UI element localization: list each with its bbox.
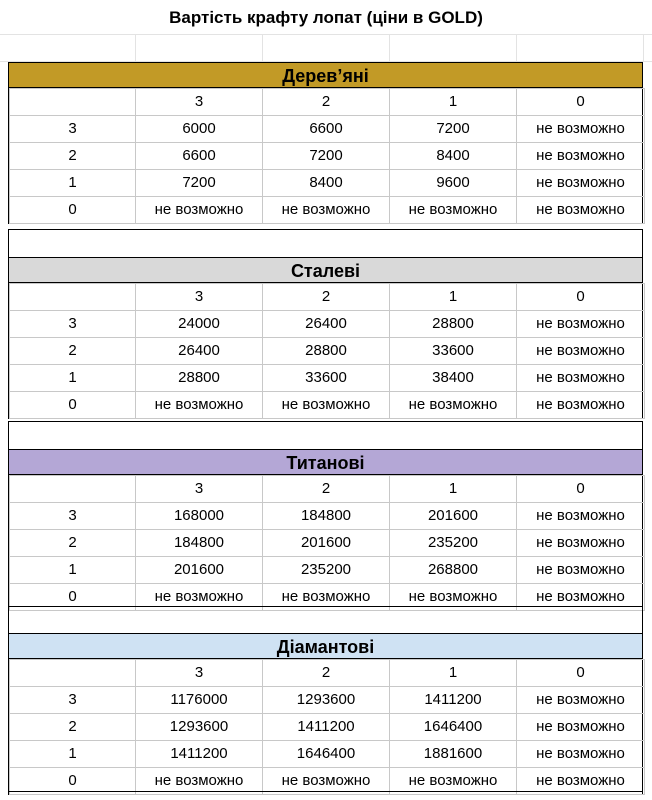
table-cell[interactable]: 1646400	[263, 741, 390, 768]
table-cell[interactable]: 1293600	[263, 687, 390, 714]
table-cell[interactable]: не возможно	[390, 392, 517, 419]
header-cell[interactable]: 0	[517, 89, 645, 116]
table-row	[10, 557, 645, 584]
price-table	[9, 475, 645, 611]
section-gap	[8, 606, 643, 634]
header-cell[interactable]: 1	[390, 89, 517, 116]
table-cell[interactable]: 1293600	[136, 714, 263, 741]
table-cell[interactable]: 6000	[136, 116, 263, 143]
table-cell[interactable]: не возможно	[517, 311, 645, 338]
table-cell[interactable]: не возможно	[517, 197, 645, 224]
table-cell[interactable]: не возможно	[136, 197, 263, 224]
table-row	[10, 311, 645, 338]
table-cell[interactable]: 1881600	[390, 741, 517, 768]
section-header: Титанові	[8, 449, 643, 475]
table-cell[interactable]: 26400	[136, 338, 263, 365]
table-row	[10, 365, 645, 392]
header-cell[interactable]: 1	[390, 284, 517, 311]
table-cell[interactable]: 0	[10, 768, 136, 795]
table-cell[interactable]: 0	[10, 584, 136, 611]
table-row	[10, 392, 645, 419]
table-cell[interactable]: 1	[10, 170, 136, 197]
table-row	[10, 503, 645, 530]
section-steel	[8, 257, 643, 419]
table-cell[interactable]: не возможно	[263, 197, 390, 224]
table-cell[interactable]: 2	[10, 338, 136, 365]
header-cell[interactable]	[10, 660, 136, 687]
table-cell[interactable]: не возможно	[517, 687, 645, 714]
table-cell[interactable]: 6600	[136, 143, 263, 170]
table-cell[interactable]: 38400	[390, 365, 517, 392]
section-diamond	[8, 633, 643, 795]
header-row	[10, 660, 645, 687]
table-row	[10, 687, 645, 714]
header-cell[interactable]: 1	[390, 476, 517, 503]
table-cell[interactable]: 268800	[390, 557, 517, 584]
header-cell[interactable]	[10, 284, 136, 311]
header-cell[interactable]: 0	[517, 284, 645, 311]
table-cell[interactable]: 3	[10, 687, 136, 714]
table-cell[interactable]: не возможно	[517, 116, 645, 143]
table-cell[interactable]: не возможно	[136, 392, 263, 419]
header-cell[interactable]: 3	[136, 89, 263, 116]
table-row	[10, 741, 645, 768]
table-cell[interactable]: 33600	[390, 338, 517, 365]
table-cell[interactable]: 0	[10, 392, 136, 419]
table-cell[interactable]: не возможно	[263, 768, 390, 795]
table-cell[interactable]: не возможно	[517, 584, 645, 611]
table-row	[10, 116, 645, 143]
table-cell[interactable]: не возможно	[517, 557, 645, 584]
table-cell[interactable]: не возможно	[517, 338, 645, 365]
section-gap	[8, 421, 643, 449]
section-header: Сталеві	[8, 257, 643, 283]
header-cell[interactable]: 0	[517, 476, 645, 503]
header-cell[interactable]: 1	[390, 660, 517, 687]
price-table	[9, 659, 645, 795]
table-cell[interactable]: не возможно	[517, 741, 645, 768]
table-cell[interactable]: 3	[10, 116, 136, 143]
table-cell[interactable]: 3	[10, 503, 136, 530]
table-cell[interactable]: не возможно	[517, 143, 645, 170]
table-cell[interactable]: не возможно	[517, 170, 645, 197]
table-cell[interactable]: 1	[10, 365, 136, 392]
table-cell[interactable]: 1	[10, 557, 136, 584]
table-cell[interactable]: 3	[10, 311, 136, 338]
table-cell[interactable]: 201600	[390, 503, 517, 530]
table-row	[10, 338, 645, 365]
table-cell[interactable]: 1646400	[390, 714, 517, 741]
table-cell[interactable]: 2	[10, 714, 136, 741]
table-cell[interactable]: 201600	[263, 530, 390, 557]
table-cell[interactable]: 2	[10, 143, 136, 170]
header-cell[interactable]	[10, 89, 136, 116]
header-row	[10, 476, 645, 503]
header-cell[interactable]: 2	[263, 284, 390, 311]
table-cell[interactable]: не возможно	[390, 768, 517, 795]
header-cell[interactable]: 2	[263, 660, 390, 687]
table-cell[interactable]: 1411200	[390, 687, 517, 714]
section-titanium	[8, 449, 643, 611]
table-cell[interactable]: не возможно	[136, 768, 263, 795]
table-cell[interactable]: не возможно	[517, 365, 645, 392]
table-bottom-border	[8, 791, 643, 792]
table-cell[interactable]: 184800	[136, 530, 263, 557]
table-cell[interactable]: не возможно	[517, 392, 645, 419]
table-row	[10, 197, 645, 224]
table-cell[interactable]: 184800	[263, 503, 390, 530]
table-cell[interactable]: 28800	[136, 365, 263, 392]
header-cell[interactable]: 2	[263, 476, 390, 503]
table-cell[interactable]: 0	[10, 197, 136, 224]
price-table	[9, 283, 645, 419]
table-cell[interactable]: 1411200	[263, 714, 390, 741]
table-cell[interactable]: 33600	[263, 365, 390, 392]
table-cell[interactable]: не возможно	[263, 392, 390, 419]
table-cell[interactable]: 7200	[263, 143, 390, 170]
header-cell[interactable]: 3	[136, 284, 263, 311]
table-cell[interactable]: 9600	[390, 170, 517, 197]
header-cell[interactable]: 0	[517, 660, 645, 687]
table-cell[interactable]: 24000	[136, 311, 263, 338]
table-cell[interactable]: не возможно	[390, 197, 517, 224]
table-cell[interactable]: 28800	[263, 338, 390, 365]
table-cell[interactable]: 28800	[390, 311, 517, 338]
table-row	[10, 714, 645, 741]
header-cell[interactable]: 3	[136, 476, 263, 503]
table-cell[interactable]: 7200	[390, 116, 517, 143]
table-cell[interactable]: 235200	[390, 530, 517, 557]
table-cell[interactable]: 26400	[263, 311, 390, 338]
table-row	[10, 530, 645, 557]
page-title: Вартість крафту лопат (ціни в GOLD)	[169, 8, 483, 27]
table-cell[interactable]: 6600	[263, 116, 390, 143]
section-header: Дерев’яні	[8, 62, 643, 88]
price-table	[9, 88, 645, 224]
table-row	[10, 170, 645, 197]
section-wooden	[8, 62, 643, 224]
section-gap	[8, 229, 643, 257]
table-cell[interactable]: 201600	[136, 557, 263, 584]
table-cell[interactable]: не возможно	[517, 530, 645, 557]
table-cell[interactable]: не возможно	[263, 584, 390, 611]
table-cell[interactable]: не возможно	[517, 714, 645, 741]
table-cell[interactable]: 1176000	[136, 687, 263, 714]
table-cell[interactable]: 8400	[263, 170, 390, 197]
section-header: Діамантові	[8, 633, 643, 659]
header-cell[interactable]: 3	[136, 660, 263, 687]
table-cell[interactable]: 1411200	[136, 741, 263, 768]
table-cell[interactable]: не возможно	[517, 768, 645, 795]
table-cell[interactable]: 2	[10, 530, 136, 557]
table-cell[interactable]: не возможно	[136, 584, 263, 611]
table-cell[interactable]: 8400	[390, 143, 517, 170]
table-cell[interactable]: 235200	[263, 557, 390, 584]
table-cell[interactable]: 1	[10, 741, 136, 768]
table-cell[interactable]: не возможно	[390, 584, 517, 611]
table-cell[interactable]: 168000	[136, 503, 263, 530]
header-cell[interactable]: 2	[263, 89, 390, 116]
header-row	[10, 284, 645, 311]
table-row	[10, 143, 645, 170]
table-cell[interactable]: не возможно	[517, 503, 645, 530]
header-row	[10, 89, 645, 116]
header-cell[interactable]	[10, 476, 136, 503]
table-cell[interactable]: 7200	[136, 170, 263, 197]
